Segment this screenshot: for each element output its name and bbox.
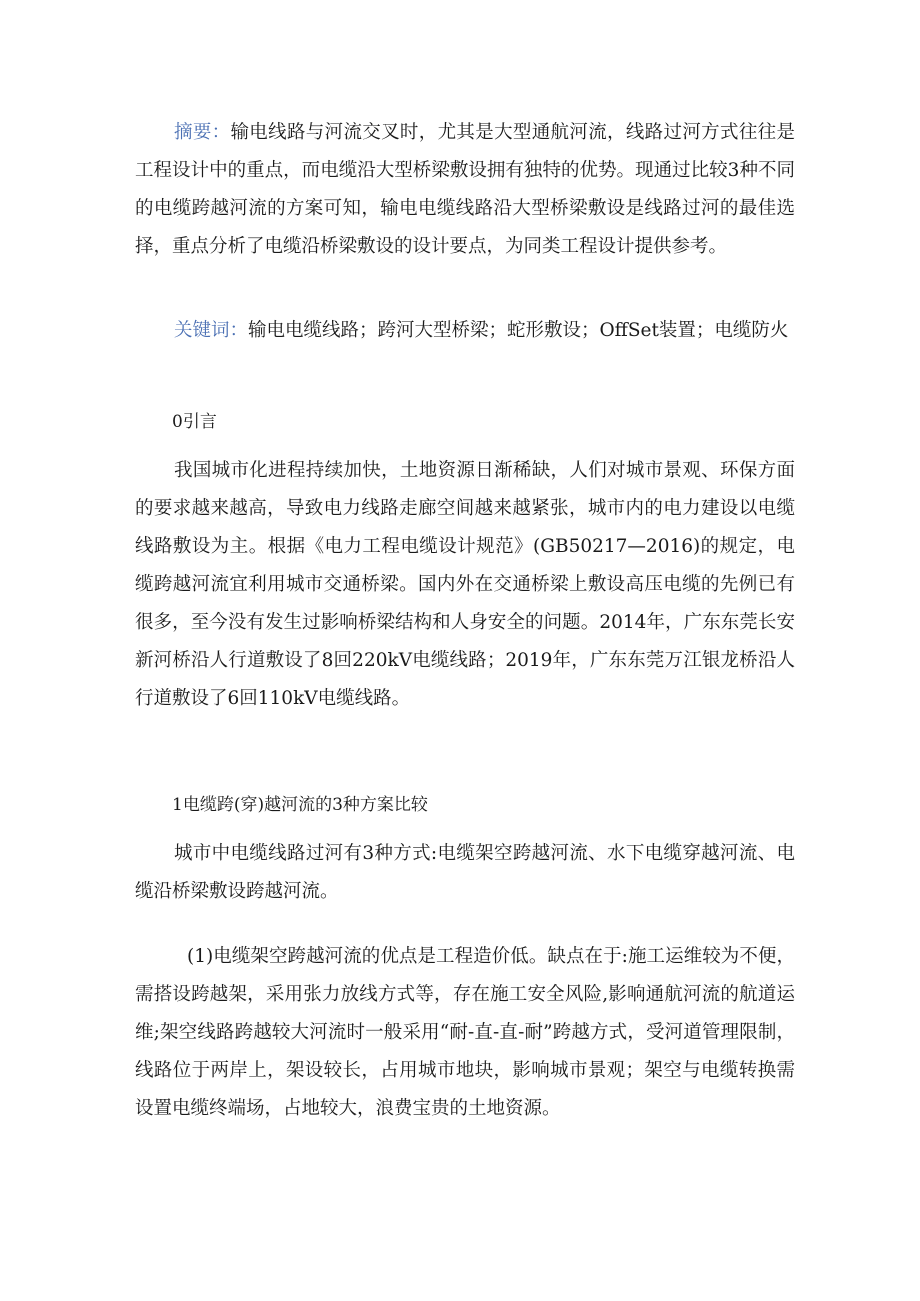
section1-heading: 1电缆跨(穿)越河流的3种方案比较 — [172, 795, 428, 815]
intro-heading: 0引言 — [172, 412, 217, 432]
keywords-label: 关键词： — [174, 320, 249, 341]
intro-paragraph: 我国城市化进程持续加快，土地资源日渐稀缺，人们对城市景观、环保方面的要求越来越高，导致电力线路走廊空间越来越紧张，城市内的电力建设以电缆线路敷设为主。根据《电力工程电缆设计规范》(GB50217—2016)的规定，电缆跨越河流宜利用城市交通桥梁。国内外在交通桥梁上敷设高压电缆的先例已有很多，至今没有发生过影响桥梁结构和人身安全的问题。2014年，广东东莞长安新河桥沿人行道敷设了8回220kV电缆线路；2019年，广东东莞万江银龙桥沿人行道敷设了6回110kV电缆线路。 — [135, 460, 795, 709]
abstract-paragraph — [135, 114, 795, 266]
abstract-text: 输电线路与河流交叉时，尤其是大型通航河流，线路过河方式往往是工程设计中的重点，而电缆沿大型桥梁敷设拥有独特的优势。现通过比较3种不同的电缆跨越河流的方案可知，输电电缆线路沿大型桥梁敷设是线路过河的最佳选择，重点分析了电缆沿桥梁敷设的设计要点，为同类工程设计提供参考。 — [135, 122, 795, 257]
keywords-text: 输电电缆线路；跨河大型桥梁；蛇形敷设；OffSet装置；电缆防火 — [248, 320, 789, 341]
item1-paragraph: (1)电缆架空跨越河流的优点是工程造价低。缺点在于:施工运维较为不便，需搭设跨越架，采用张力放线方式等，存在施工安全风险,影响通航河流的航道运维;架空线路跨越较大河流时一般采用“耐-直-直-耐”跨越方式，受河道管理限制，线路位于两岸上，架设较长，占用城市地块，影响城市景观；架空与电缆转换需设置电缆终端场，占地较大，浪费宝贵的土地资源。 — [135, 946, 795, 1119]
abstract-label: 摘要： — [174, 122, 231, 143]
section1-paragraph: 城市中电缆线路过河有3种方式:电缆架空跨越河流、水下电缆穿越河流、电缆沿桥梁敷设跨越河流。 — [135, 843, 795, 902]
keywords-paragraph — [135, 312, 795, 350]
